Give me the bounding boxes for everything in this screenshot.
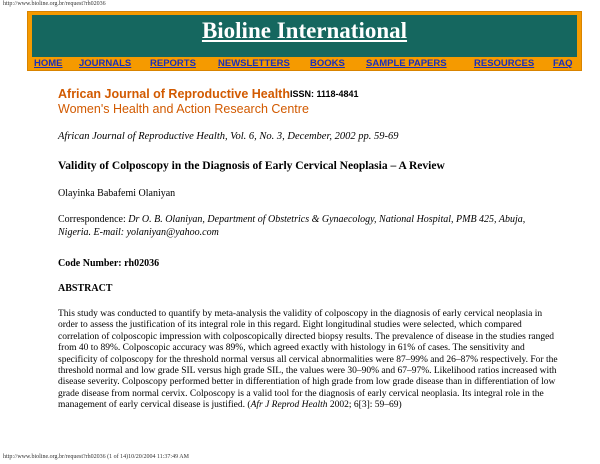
site-title-link[interactable]: Bioline International (201, 18, 408, 43)
correspondence-text: Dr O. B. Olaniyan, Department of Obstetrics & Gynaecology, National Hospital, PMB 425, Abuja, Nigeria. E-mail: yolaniyan@yahoo.com (58, 214, 526, 238)
main-nav (28, 58, 581, 70)
nav-resources[interactable]: RESOURCES (474, 58, 535, 69)
site-banner (27, 11, 582, 71)
abstract-text: This study was conducted to quantify by meta-analysis the validity of colposcopy in the diagnosis of early cervical neoplasia in order to assess the justification of its integral role in this regard. Eight longitudinal studies were selected, which compared correlation of colposcopic impression with colposcopically directed biopsy results. The prevalence of disease in the studies ranged from 40 to 89%. Colposcopic accuracy was 89%, which agreed exactly with histology in 61% of cases. The sensitivity and specificity of colposcopy for the threshold normal versus all cervical abnormalities were 87–99% and 26–87% respectively. For the threshold normal and low grade SIL versus high grade SIL, the values were 30–90% and 67–97%. Likelihood ratios increased with disease severity. Colposcopy performed better in differentiation of high grade from low grade disease than in differentiation of low grade disease from normal cervix. Colposcopy is a valid tool for the diagnosis of early cervical neoplasia. Its integral role in the management of early cervical disease is justified. ( (58, 309, 558, 411)
journal-name: African Journal of Reproductive Health (58, 87, 290, 101)
journal-issn: ISSN: 1118-4841 (290, 89, 359, 99)
article-citation: African Journal of Reproductive Health, Vol. 6, No. 3, December, 2002 pp. 59-69 (58, 131, 399, 142)
abstract-cite-tail: 2002; 6[3]: 59–69) (327, 400, 402, 411)
nav-home[interactable]: HOME (34, 58, 63, 69)
code-number: Code Number: rh02036 (58, 258, 160, 269)
abstract-heading: ABSTRACT (58, 283, 113, 294)
nav-books[interactable]: BOOKS (310, 58, 345, 69)
nav-journals[interactable]: JOURNALS (79, 58, 132, 69)
article-author: Olayinka Babafemi Olaniyan (58, 188, 176, 199)
abstract-cite-journal: Afr J Reprod Health (250, 400, 328, 411)
nav-newsletters[interactable]: NEWSLETTERS (218, 58, 290, 69)
bottom-url: http://www.bioline.org.br/request?rh02036 (1 of 14)10/20/2004 11:37:49 AM (3, 454, 189, 460)
nav-reports[interactable]: REPORTS (150, 58, 196, 69)
nav-faq[interactable]: FAQ (553, 58, 573, 69)
banner-title-area (32, 15, 577, 57)
top-url: http://www.bioline.org.br/request?rh02036 (3, 1, 106, 7)
article-title: Validity of Colposcopy in the Diagnosis of Early Cervical Neoplasia – A Review (58, 160, 445, 172)
journal-publisher: Women's Health and Action Research Centre (58, 102, 309, 116)
correspondence-label: Correspondence: (58, 214, 126, 225)
abstract-body (58, 309, 558, 412)
nav-sample-papers[interactable]: SAMPLE PAPERS (366, 58, 447, 69)
correspondence (58, 213, 538, 239)
